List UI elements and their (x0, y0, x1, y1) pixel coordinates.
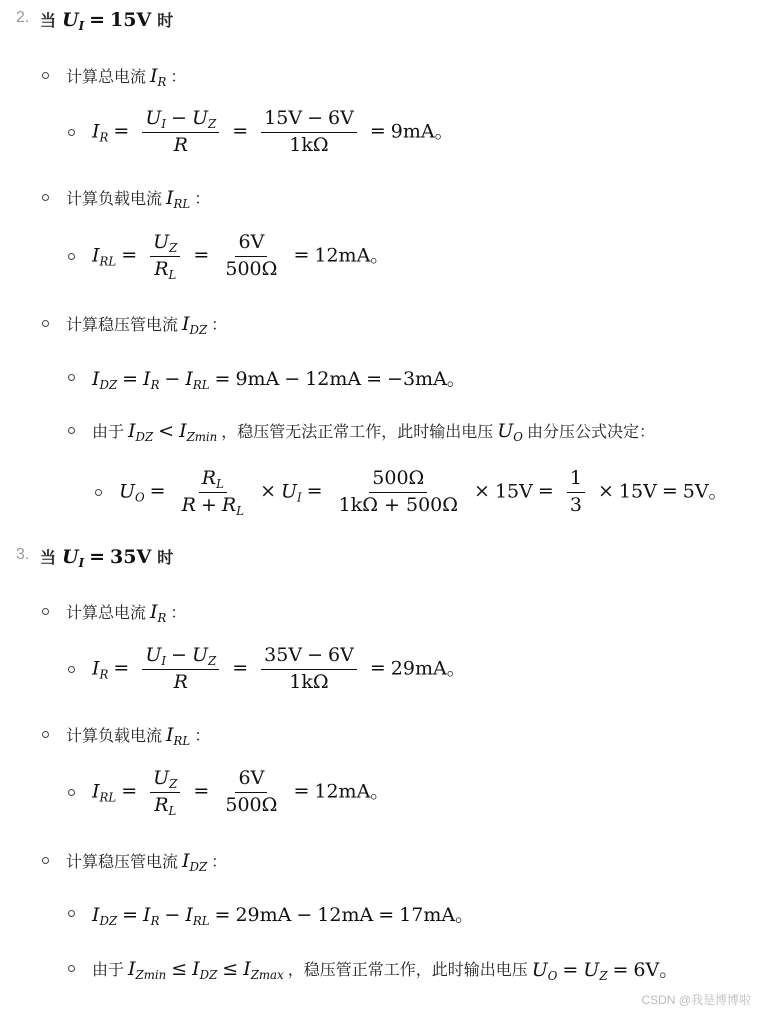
total-current-label: 计算总电流 (66, 67, 147, 86)
case3-load-current-formula: $I_{RL}$ = $\frac{U_Z}{R_L}$ = $\frac{6V}{500\Omega}$ = 12mA。 (68, 768, 389, 817)
colon: ： (211, 852, 228, 871)
numerator: 6V (235, 232, 267, 257)
denominator: 1kΩ (289, 133, 329, 156)
bullet-icon (68, 789, 75, 796)
note-condition: $I_{Zmin} \le I_{DZ} \le I_{Zmax}$ (128, 957, 284, 982)
result: 12mA (314, 780, 371, 803)
irl-value: 12mA (317, 904, 374, 926)
case2-heading (40, 8, 173, 31)
load-current-label: 计算负载电流 (66, 726, 163, 745)
ir-symbol: $I_R$ (150, 64, 167, 89)
fraction: $\frac{U_I - U_Z}{R}$ (142, 108, 219, 157)
period: 。 (446, 657, 466, 680)
heading-formula: $U_I = 35V$ (62, 545, 152, 570)
bullet-icon (68, 427, 75, 434)
colon: ： (170, 603, 187, 622)
ir-value: 9mA (235, 368, 280, 390)
fraction: $\frac{35V - 6V}{1k\Omega}$ (261, 645, 357, 694)
case2-load-current-item (42, 186, 210, 209)
period: 。 (434, 120, 454, 143)
irl-symbol: $I_{RL}$ (166, 186, 191, 211)
result: −3mA (387, 368, 447, 390)
denominator: 500Ω (225, 257, 278, 280)
bullet-icon (42, 608, 49, 615)
bullet-icon (68, 965, 75, 972)
load-current-label: 计算负载电流 (66, 189, 163, 208)
fraction: $\frac{U_Z}{R_L}$ (150, 232, 180, 281)
numerator-a: 35V (264, 644, 303, 666)
fraction (567, 468, 585, 517)
numerator-b: 6V (327, 107, 354, 129)
denominator: 1kΩ + 500Ω (338, 493, 458, 516)
bullet-icon (42, 731, 49, 738)
numerator: 6V (235, 768, 267, 793)
zener-current-label: 计算稳压管电流 (66, 852, 179, 871)
denominator: 1kΩ (289, 670, 329, 693)
bullet-icon (42, 194, 49, 201)
period: 。 (708, 480, 728, 503)
fraction: $\frac{R_L}{R + R_L}$ (181, 467, 245, 518)
idz-symbol: $I_{DZ}$ (182, 849, 208, 874)
period: 。 (446, 368, 466, 390)
fraction (222, 768, 280, 817)
colon: ： (194, 726, 211, 745)
case2-note (68, 419, 655, 442)
output-formula: $U_O = U_Z = 6V$。 (531, 959, 679, 984)
bullet-icon (42, 320, 49, 327)
heading-suffix: 时 (157, 11, 174, 30)
result: 17mA (399, 904, 456, 926)
note-prefix: 由于 (92, 960, 125, 979)
list-number-3: 3. (16, 546, 30, 563)
heading-prefix: 当 (40, 11, 57, 30)
fraction: $\frac{U_Z}{R_L}$ (150, 768, 180, 817)
irl-symbol: $I_{RL}$ (166, 723, 191, 748)
case2-zener-current-item (42, 312, 227, 335)
result: 6V (633, 959, 660, 981)
case2-zener-current-formula: $I_{DZ} = I_R - I_{RL} = 9mA - 12mA = -3mA$。 (68, 364, 466, 391)
zener-current-label: 计算稳压管电流 (66, 315, 179, 334)
case3-heading (40, 545, 173, 568)
heading-formula: $U_I = 15V$ (62, 8, 152, 33)
period: 。 (370, 244, 390, 267)
numerator: 500Ω (369, 468, 427, 493)
numerator-b: 6V (327, 644, 354, 666)
ui-value: 15V (494, 480, 533, 503)
case2-divider-formula: $U_O$ = $\frac{R_L}{R + R_L}$ × $U_I$ = $\frac{500\Omega}{1k\Omega + 500\Omega}$ × 15V = $\frac{1}{3}$ × 15V = 5V。 (95, 468, 728, 517)
case3-note (68, 955, 678, 982)
note-text: ，稳压管正常工作，此时输出电压 (287, 960, 528, 979)
bullet-icon (95, 489, 102, 496)
bullet-icon (68, 666, 75, 673)
heading-ui-value: 35V (110, 545, 152, 568)
bullet-icon (42, 857, 49, 864)
fraction: $\frac{15V - 6V}{1k\Omega}$ (261, 108, 357, 157)
case3-zener-current-item (42, 849, 227, 872)
idz-symbol: $I_{DZ}$ (182, 312, 208, 337)
case3-total-current-item (42, 600, 186, 623)
list-number-2: 2. (16, 9, 30, 26)
ir-value: 29mA (235, 904, 292, 926)
bullet-icon (68, 374, 75, 381)
case3-total-current-formula: $I_R$ = $\frac{U_I - U_Z}{R}$ = $\frac{35V - 6V}{1k\Omega}$ = 29mA。 (68, 645, 466, 694)
heading-suffix: 时 (157, 548, 174, 567)
bullet-icon (42, 72, 49, 79)
irl-value: 12mA (305, 368, 362, 390)
heading-ui-value: 15V (110, 8, 152, 31)
result: 9mA (390, 120, 435, 143)
denominator: 500Ω (225, 793, 278, 816)
numerator: 1 (567, 468, 585, 493)
result: 29mA (390, 657, 447, 680)
bullet-icon (68, 129, 75, 136)
total-current-label: 计算总电流 (66, 603, 147, 622)
note-text: ，稳压管无法正常工作，此时输出电压 (221, 422, 494, 441)
fraction (336, 468, 461, 517)
watermark: CSDN @我是博博啦 (641, 993, 751, 1007)
note-tail: 由分压公式决定： (526, 422, 655, 441)
bullet-icon (68, 253, 75, 260)
note-prefix: 由于 (92, 422, 125, 441)
case2-total-current-item (42, 64, 186, 87)
colon: ： (194, 189, 211, 208)
colon: ： (211, 315, 228, 334)
bullet-icon (68, 910, 75, 917)
uo-symbol: $U_O$ (497, 419, 523, 444)
numerator-a: 15V (264, 107, 303, 129)
note-condition: $I_{DZ} < I_{Zmin}$ (128, 419, 218, 444)
period: 。 (455, 904, 475, 926)
ir-symbol: $I_R$ (150, 600, 167, 625)
ui-value: 15V (618, 480, 657, 503)
result: 12mA (314, 244, 371, 267)
case2-total-current-formula: $I_R$ = $\frac{U_I - U_Z}{R}$ = $\frac{15V - 6V}{1k\Omega}$ = 9mA。 (68, 108, 454, 157)
heading-prefix: 当 (40, 548, 57, 567)
fraction: $\frac{U_I - U_Z}{R}$ (142, 645, 219, 694)
period: 。 (370, 780, 390, 803)
fraction (222, 232, 280, 281)
case3-zener-current-formula: $I_{DZ} = I_R - I_{RL} = 29mA - 12mA = 17mA$。 (68, 900, 474, 927)
result: 5V (682, 480, 709, 503)
case3-load-current-item (42, 723, 210, 746)
period: 。 (659, 959, 679, 981)
case2-load-current-formula: $I_{RL}$ = $\frac{U_Z}{R_L}$ = $\frac{6V}{500\Omega}$ = 12mA。 (68, 232, 389, 281)
colon: ： (170, 67, 187, 86)
denominator: 3 (569, 493, 582, 516)
